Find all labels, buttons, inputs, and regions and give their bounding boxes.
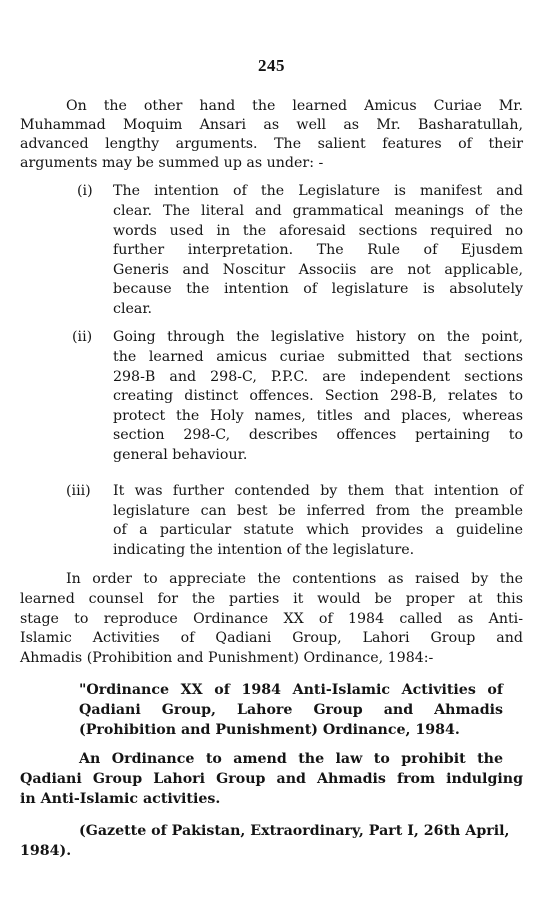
paragraph-order-line: Islamic Activities of Qadiani Group, Lahori Group and <box>20 630 523 646</box>
quote-line: Qadiani Group, Lahore Group and Ahmadis <box>79 702 503 718</box>
list-item-line: protect the Holy names, titles and places, whereas <box>113 408 523 424</box>
paragraph-order-line: stage to reproduce Ordinance XX of 1984 called as Anti- <box>20 611 523 627</box>
list-item-line: the learned amicus curiae submitted that sections <box>113 349 523 365</box>
list-item-line: clear. <box>113 301 153 317</box>
page-number: 245 <box>258 56 285 75</box>
list-item-line: creating distinct offences. Section 298-B, relates to <box>113 388 523 404</box>
paragraph-order-line: In order to appreciate the contentions as raised by the <box>66 571 523 587</box>
quote-line: (Prohibition and Punishment) Ordinance, 1984. <box>79 722 460 738</box>
list-item-line: indicating the intention of the legislature. <box>113 542 415 558</box>
list-item-number: (i) <box>77 183 93 199</box>
list-item-number: (iii) <box>66 483 91 499</box>
paragraph-amend-line: in Anti-Islamic activities. <box>20 791 221 807</box>
list-item-line: because the intention of legislature is absolutely <box>113 281 523 297</box>
list-item-line: 298-B and 298-C, P.P.C. are independent sections <box>113 369 523 385</box>
gazette-citation-line: (Gazette of Pakistan, Extraordinary, Part I, 26th April, <box>79 823 510 839</box>
list-item-line: of a particular statute which provides a guideline <box>113 522 523 538</box>
list-item-line: It was further contended by them that intention of <box>113 483 523 499</box>
paragraph-order-line: learned counsel for the parties it would be proper at this <box>20 591 523 607</box>
paragraph-intro-line: Muhammad Moquim Ansari as well as Mr. Basharatullah, <box>20 117 523 133</box>
list-item-line: Generis and Noscitur Associis are not applicable, <box>113 262 523 278</box>
paragraph-amend-line: An Ordinance to amend the law to prohibit the <box>79 751 503 767</box>
quote-line: "Ordinance XX of 1984 Anti-Islamic Activities of <box>79 682 503 698</box>
list-item-line: words used in the aforesaid sections required no <box>113 223 523 239</box>
paragraph-intro-line: arguments may be summed up as under: - <box>20 155 324 171</box>
paragraph-order-line: Ahmadis (Prohibition and Punishment) Ordinance, 1984:- <box>20 650 434 666</box>
list-item-line: clear. The literal and grammatical meanings of the <box>113 203 523 219</box>
paragraph-intro-line: On the other hand the learned Amicus Curiae Mr. <box>66 98 523 114</box>
list-item-line: further interpretation. The Rule of Ejusdem <box>113 242 523 258</box>
gazette-citation-line: 1984). <box>20 843 72 859</box>
list-item-line: The intention of the Legislature is manifest and <box>113 183 523 199</box>
list-item-line: legislature can best be inferred from the preamble <box>113 503 523 519</box>
list-item-number: (ii) <box>72 329 93 345</box>
paragraph-amend-line: Qadiani Group Lahori Group and Ahmadis from indulging <box>20 771 523 787</box>
list-item-line: Going through the legislative history on the point, <box>113 329 523 345</box>
list-item-line: section 298-C, describes offences pertaining to <box>113 427 523 443</box>
paragraph-intro-line: advanced lengthy arguments. The salient features of their <box>20 136 523 152</box>
list-item-line: general behaviour. <box>113 447 248 463</box>
